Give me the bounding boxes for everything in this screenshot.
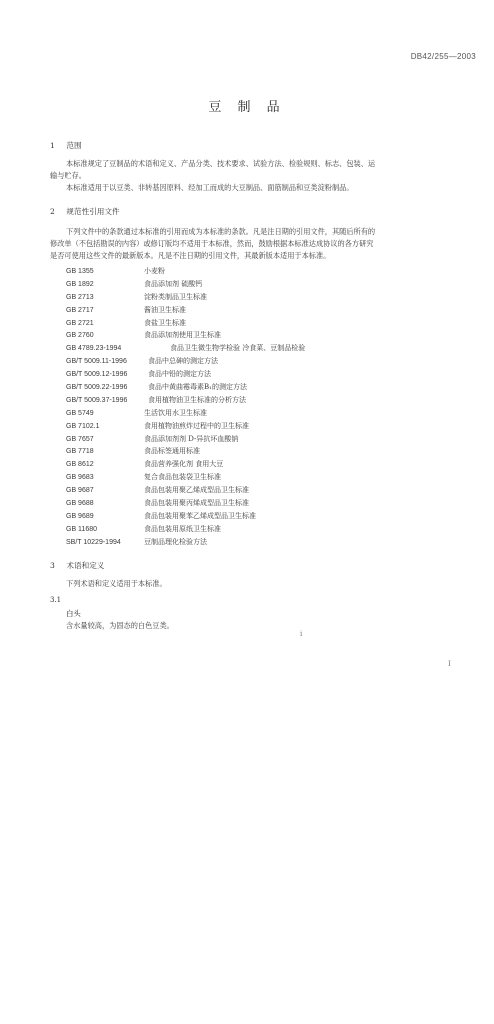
section-1-paragraph-1 (66, 158, 476, 170)
reference-item: GB 7718 食品标签通用标准 (66, 447, 200, 456)
text-line: 含水量较高，为固态的白色豆类。 (66, 621, 174, 630)
section-2-paragraph (66, 226, 476, 238)
section-1-paragraph-1-continuation (50, 170, 470, 182)
reference-item: GB 8612 食品营养强化剂 食用大豆 (66, 460, 224, 469)
reference-item: GB/T 5009.12-1996 食品中铅的测定方法 (66, 370, 211, 379)
section-2-heading (50, 206, 120, 217)
reference-item: GB 7102.1 食用植物油煎炸过程中的卫生标准 (66, 421, 249, 430)
reference-item: GB/T 5009.37-1996 食用植物油卫生标准的分析方法 (66, 395, 246, 404)
normative-references-list (66, 265, 305, 549)
term-definition (66, 620, 466, 632)
reference-item: GB/T 5009.22-1996 食品中黄曲霉毒素B₁的测定方法 (66, 383, 247, 392)
section-3-intro (66, 578, 466, 590)
text-line: 输与贮存。 (50, 171, 86, 180)
reference-item: GB 2721 食盐卫生标准 (66, 318, 186, 327)
section-title: 范围 (66, 141, 82, 150)
section-title: 术语和定义 (66, 561, 105, 570)
text-line: 本标准规定了豆制品的术语和定义、产品分类、技术要求、试验方法、检验规则、标志、包装、运 (66, 159, 376, 168)
reference-item: GB 1892 食品添加剂 硫酸钙 (66, 279, 203, 288)
section-title: 规范性引用文件 (66, 207, 120, 216)
reference-item: GB 4789.23-1994 食品卫生微生物学检验 冷食菜、豆制品检验 (66, 344, 306, 353)
section-1-paragraph-2 (66, 182, 476, 194)
page-title: 豆 制 品 (208, 100, 286, 115)
text-line: 是否可使用这些文件的最新版本。凡是不注日期的引用文件，其最新版本适用于本标准。 (50, 251, 331, 260)
section-3-heading (50, 560, 104, 571)
reference-item: SB/T 10229-1994 豆制品理化检验方法 (66, 537, 207, 546)
reference-item: GB 9683 复合食品包装袋卫生标准 (66, 473, 221, 482)
text-line: 本标准适用于以豆类、非转基因原料、经加工而成的大豆制品、面筋制品和豆类淀粉制品。 (66, 183, 354, 192)
reference-item: GB 9689 食品包装用聚苯乙烯成型品卫生标准 (66, 511, 256, 520)
reference-item: GB 2760 食品添加剂使用卫生标准 (66, 331, 221, 340)
page-edge-mark: I (448, 660, 451, 668)
scan-mark: ⅰ (300, 630, 303, 638)
section-number: 2 (50, 207, 55, 216)
text-line: 下列文件中的条款通过本标准的引用而成为本标准的条款。凡是注日期的引用文件，其随后所有的 (66, 227, 376, 236)
section-number: 1 (50, 141, 55, 150)
reference-item: GB 1355 小麦粉 (66, 267, 165, 275)
reference-item: GB 5749 生活饮用水卫生标准 (66, 408, 207, 417)
reference-item: GB 9687 食品包装用聚乙烯成型品卫生标准 (66, 486, 249, 495)
standard-code: DB42/255—2003 (410, 52, 476, 61)
section-1-heading (50, 140, 82, 151)
reference-item: GB 7657 食品添加剂剂 D-异抗坏血酸钠 (66, 434, 239, 443)
section-2-paragraph-line-2 (50, 238, 474, 250)
reference-item: GB/T 5009.11-1996 食品中总砷的测定方法 (66, 357, 218, 366)
reference-item: GB 2717 酱油卫生标准 (66, 305, 186, 314)
text-line: 下列术语和定义适用于本标准。 (66, 579, 167, 588)
text-line: 修改单（不包括勘误的内容）或修订版均不适用于本标准，然而，鼓励根据本标准达成协议的各方研究 (50, 239, 374, 248)
section-number: 3 (50, 561, 55, 570)
clause-number: 3.1 (50, 596, 62, 604)
section-2-paragraph-line-3 (50, 250, 474, 262)
reference-item: GB 9688 食品包装用聚丙烯成型品卫生标准 (66, 499, 249, 508)
term-heading: 白头 (66, 609, 81, 618)
reference-item: GB 2713 淀粉类制品卫生标准 (66, 292, 207, 301)
reference-item: GB 11680 食品包装用原纸卫生标准 (66, 524, 221, 533)
